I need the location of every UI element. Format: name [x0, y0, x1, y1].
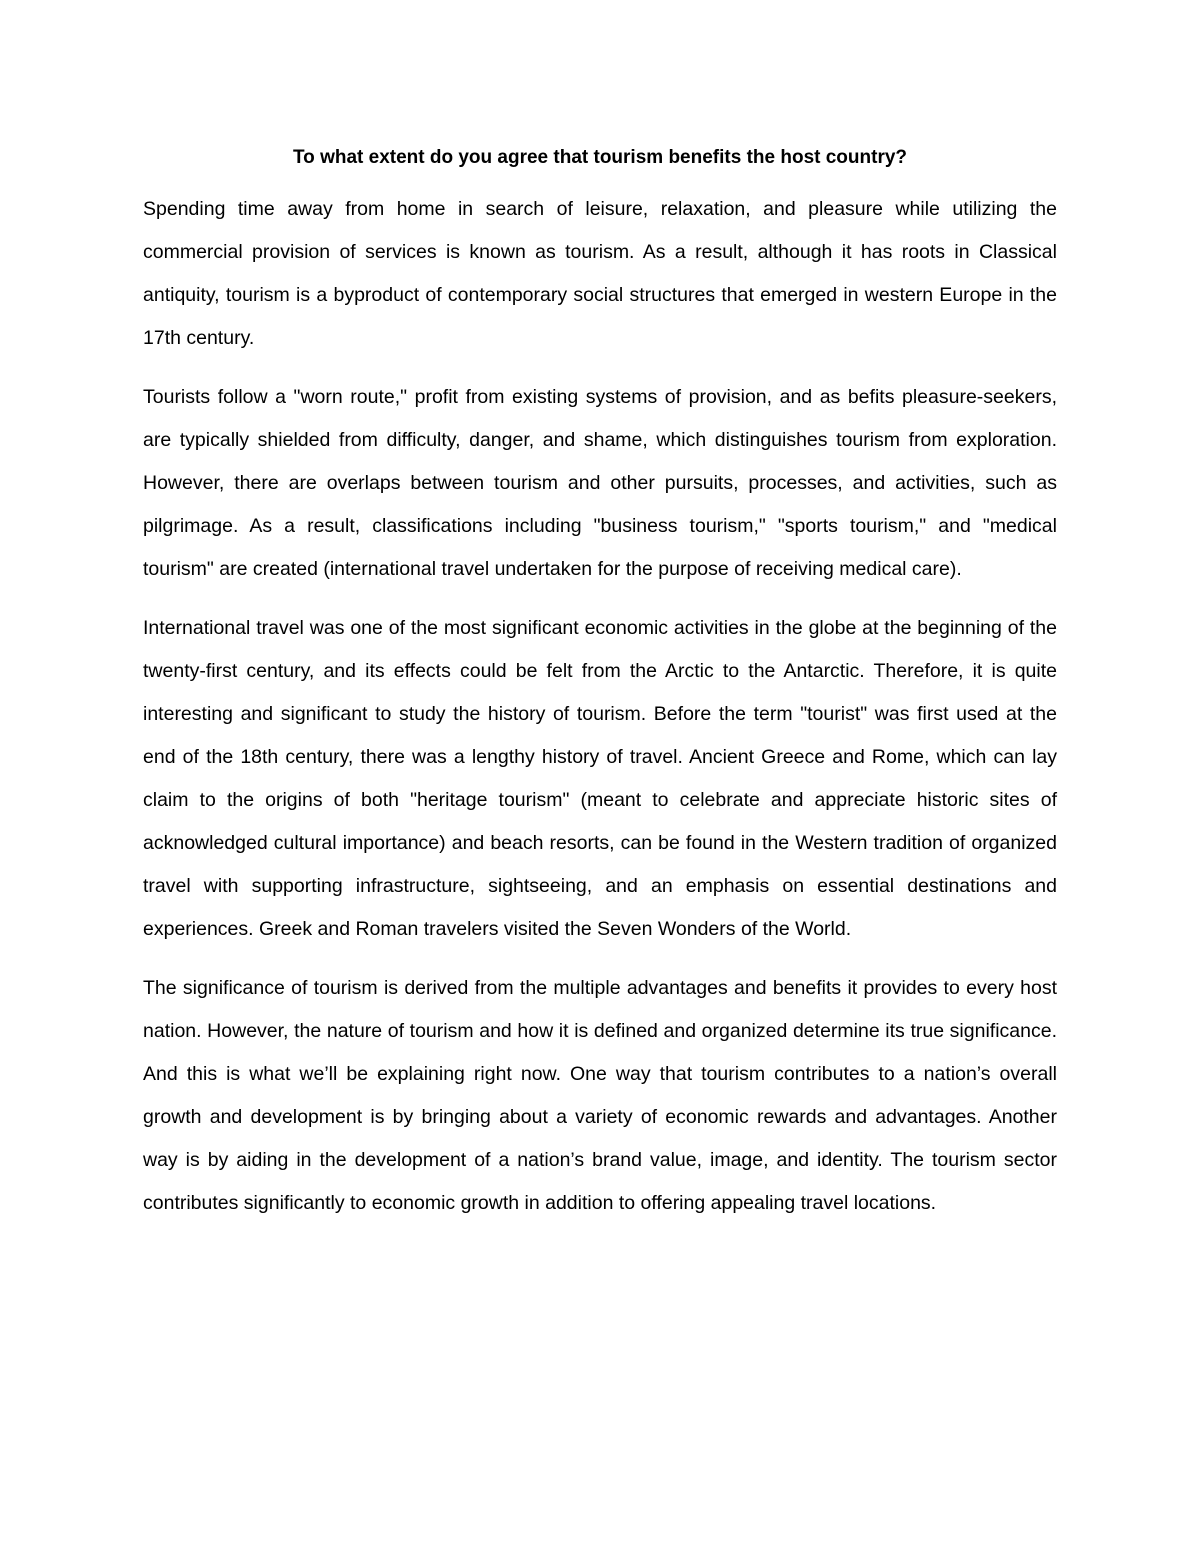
essay-title: To what extent do you agree that tourism benefits the host country?	[292, 147, 908, 168]
paragraph-2: Tourists follow a "worn route," profit from existing systems of provision, and as befits pleasure-seekers, are typically shielded from difficulty, danger, and shame, which distinguishes tourism from exploration. However, there are overlaps between tourism and other pursuits, processes, and activities, such as pilgrimage. As a result, classifications including "business tourism," "sports tourism," and "medical tourism" are created (international travel undertaken for the purpose of receiving medical care).	[143, 386, 1057, 580]
paragraph-4: The significance of tourism is derived from the multiple advantages and benefits it provides to every host nation. However, the nature of tourism and how it is defined and organized determine its true significance. And this is what we’ll be explaining right now. One way that tourism contributes to a nation’s overall growth and development is by bringing about a variety of economic rewards and advantages. Another way is by aiding in the development of a nation’s brand value, image, and identity. The tourism sector contributes significantly to economic growth in addition to offering appealing travel locations.	[143, 977, 1057, 1214]
paragraph-3: International travel was one of the most significant economic activities in the globe at the beginning of the twenty-first century, and its effects could be felt from the Arctic to the Antarctic. Therefore, it is quite interesting and significant to study the history of tourism. Before the term "tourist" was first used at the end of the 18th century, there was a lengthy history of travel. Ancient Greece and Rome, which can lay claim to the origins of both "heritage tourism" (meant to celebrate and appreciate historic sites of acknowledged cultural importance) and beach resorts, can be found in the Western tradition of organized travel with supporting infrastructure, sightseeing, and an emphasis on essential destinations and experiences. Greek and Roman travelers visited the Seven Wonders of the World.	[143, 617, 1057, 940]
document-body	[143, 140, 1057, 1241]
paragraph-1: Spending time away from home in search of leisure, relaxation, and pleasure while utilizing the commercial provision of services is known as tourism. As a result, although it has roots in Classical antiquity, tourism is a byproduct of contemporary social structures that emerged in western Europe in the 17th century.	[143, 198, 1057, 349]
